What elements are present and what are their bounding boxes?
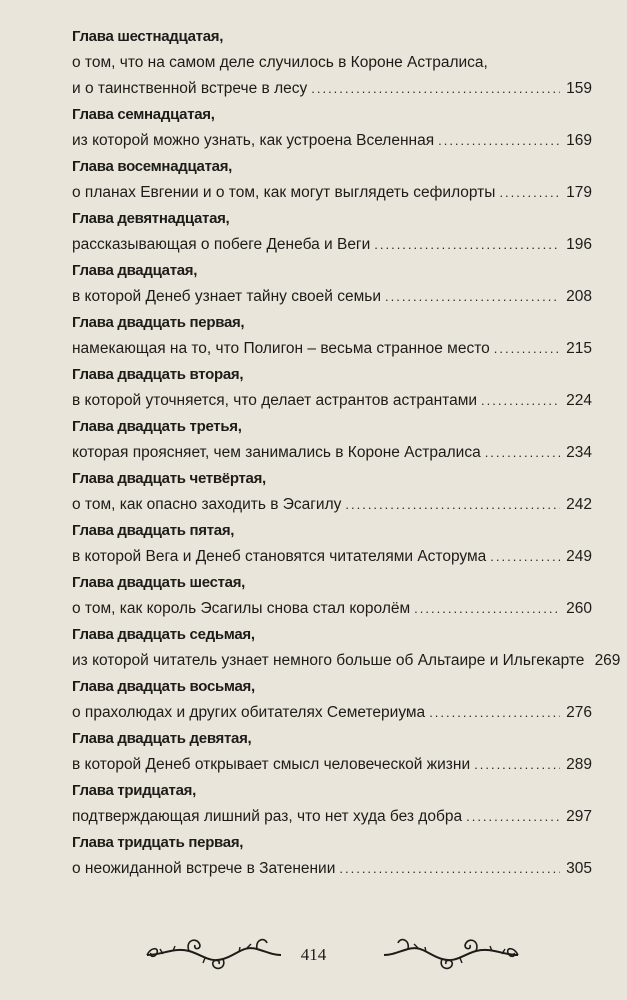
chapter-heading: Глава двадцать седьмая,: [72, 626, 255, 643]
dot-leader: [429, 700, 560, 726]
toc-entry: [72, 24, 592, 102]
page-number: 414: [300, 945, 327, 964]
toc-entry: [72, 414, 592, 466]
chapter-description: о том, как опасно заходить в Эсагилу: [72, 496, 342, 513]
toc-entry: [72, 466, 592, 518]
toc-entry: [72, 674, 592, 726]
dot-leader: [466, 804, 560, 830]
chapter-description: в которой Денеб открывает смысл человеческой жизни: [72, 756, 471, 773]
chapter-description: о том, как король Эсагилы снова стал королём: [72, 600, 411, 617]
toc-entry: [72, 726, 592, 778]
chapter-page-number: 269: [594, 652, 621, 669]
dot-leader: [311, 76, 560, 102]
chapter-description: подтверждающая лишний раз, что нет худа без добра: [72, 808, 463, 825]
toc-entry: [72, 362, 592, 414]
dot-leader: [499, 180, 560, 206]
chapter-description: о том, что на самом деле случилось в Короне Астралиса,: [72, 54, 488, 71]
chapter-description-line: [72, 648, 621, 674]
chapter-heading: Глава девятнадцатая,: [72, 210, 230, 227]
chapter-description: в которой Вега и Денеб становятся читателями Асторума: [72, 548, 487, 565]
chapter-description: рассказывающая о побеге Денеба и Веги: [72, 236, 371, 253]
chapter-description-line: [72, 388, 592, 414]
chapter-description-line: [72, 336, 592, 362]
chapter-page-number: 289: [566, 756, 592, 773]
chapter-description: которая проясняет, чем занимались в Короне Астралиса: [72, 444, 481, 461]
chapter-description-line: [72, 856, 592, 882]
dot-leader: [414, 596, 560, 622]
chapter-heading: Глава двадцатая,: [72, 262, 198, 279]
chapter-page-number: 224: [566, 392, 592, 409]
chapter-page-number: 196: [566, 236, 592, 253]
dot-leader: [474, 752, 560, 778]
dot-leader: [490, 544, 560, 570]
chapter-page-number: 297: [566, 808, 592, 825]
toc-entry: [72, 622, 621, 674]
dot-leader: [481, 388, 560, 414]
toc-entry: [72, 518, 592, 570]
flourish-ornament-right-icon: [382, 933, 522, 973]
chapter-heading: Глава двадцать девятая,: [72, 730, 252, 747]
chapter-description: о планах Евгении и о том, как могут выглядеть сефилорты: [72, 184, 496, 201]
toc-entry: [72, 778, 592, 830]
chapter-description: о неожиданной встрече в Затенении: [72, 860, 336, 877]
chapter-heading: Глава двадцать третья,: [72, 418, 242, 435]
chapter-description-line: [72, 76, 592, 102]
chapter-page-number: 305: [566, 860, 592, 877]
toc-entry: [72, 310, 592, 362]
chapter-heading: Глава двадцать первая,: [72, 314, 245, 331]
page-footer: [0, 925, 627, 985]
chapter-description-line: [72, 492, 592, 518]
dot-leader: [438, 128, 560, 154]
toc-entry: [72, 570, 592, 622]
chapter-description-line: [72, 700, 592, 726]
chapter-page-number: 179: [566, 184, 592, 201]
chapter-description: в которой уточняется, что делает астрантов астрантами: [72, 392, 478, 409]
chapter-page-number: 169: [566, 132, 592, 149]
chapter-page-number: 159: [566, 80, 592, 97]
chapter-description-line: [72, 596, 592, 622]
toc-entry: [72, 830, 592, 882]
chapter-page-number: 234: [566, 444, 592, 461]
chapter-page-number: 276: [566, 704, 592, 721]
chapter-heading: Глава тридцатая,: [72, 782, 196, 799]
dot-leader: [385, 284, 560, 310]
chapter-description-line: [72, 180, 592, 206]
dot-leader: [494, 336, 560, 362]
chapter-heading: Глава восемнадцатая,: [72, 158, 233, 175]
chapter-heading: Глава шестнадцатая,: [72, 28, 224, 45]
chapter-heading: Глава двадцать вторая,: [72, 366, 244, 383]
chapter-description-line: [72, 752, 592, 778]
chapter-page-number: 242: [566, 496, 592, 513]
chapter-page-number: 249: [566, 548, 592, 565]
chapter-description: из которой можно узнать, как устроена Вселенная: [72, 132, 435, 149]
chapter-heading: Глава семнадцатая,: [72, 106, 215, 123]
chapter-description-line: [72, 440, 592, 466]
chapter-heading: Глава двадцать пятая,: [72, 522, 235, 539]
chapter-heading: Глава двадцать четвёртая,: [72, 470, 266, 487]
chapter-page-number: 208: [566, 288, 592, 305]
chapter-description: и о таинственной встрече в лесу: [72, 80, 308, 97]
toc-entry: [72, 154, 592, 206]
chapter-heading: Глава двадцать восьмая,: [72, 678, 255, 695]
chapter-heading: Глава тридцать первая,: [72, 834, 244, 851]
toc-entry: [72, 102, 592, 154]
chapter-page-number: 260: [566, 600, 592, 617]
dot-leader: [485, 440, 560, 466]
chapter-description: из которой читатель узнает немного больше об Альтаире и Ильгекарте: [72, 652, 585, 669]
dot-leader: [339, 856, 560, 882]
toc-entry: [72, 206, 592, 258]
chapter-description: намекающая на то, что Полигон – весьма странное место: [72, 340, 490, 357]
chapter-page-number: 215: [566, 340, 592, 357]
chapter-description-line: [72, 804, 592, 830]
dot-leader: [374, 232, 560, 258]
chapter-description-line: [72, 50, 592, 76]
chapter-description: о прахолюдах и других обитателях Семетериума: [72, 704, 426, 721]
chapter-description-line: [72, 544, 592, 570]
chapter-description-line: [72, 284, 592, 310]
table-of-contents: [72, 24, 621, 882]
dot-leader: [345, 492, 560, 518]
chapter-description-line: [72, 128, 592, 154]
toc-entry: [72, 258, 592, 310]
chapter-heading: Глава двадцать шестая,: [72, 574, 246, 591]
chapter-description-line: [72, 232, 592, 258]
chapter-description: в которой Денеб узнает тайну своей семьи: [72, 288, 381, 305]
